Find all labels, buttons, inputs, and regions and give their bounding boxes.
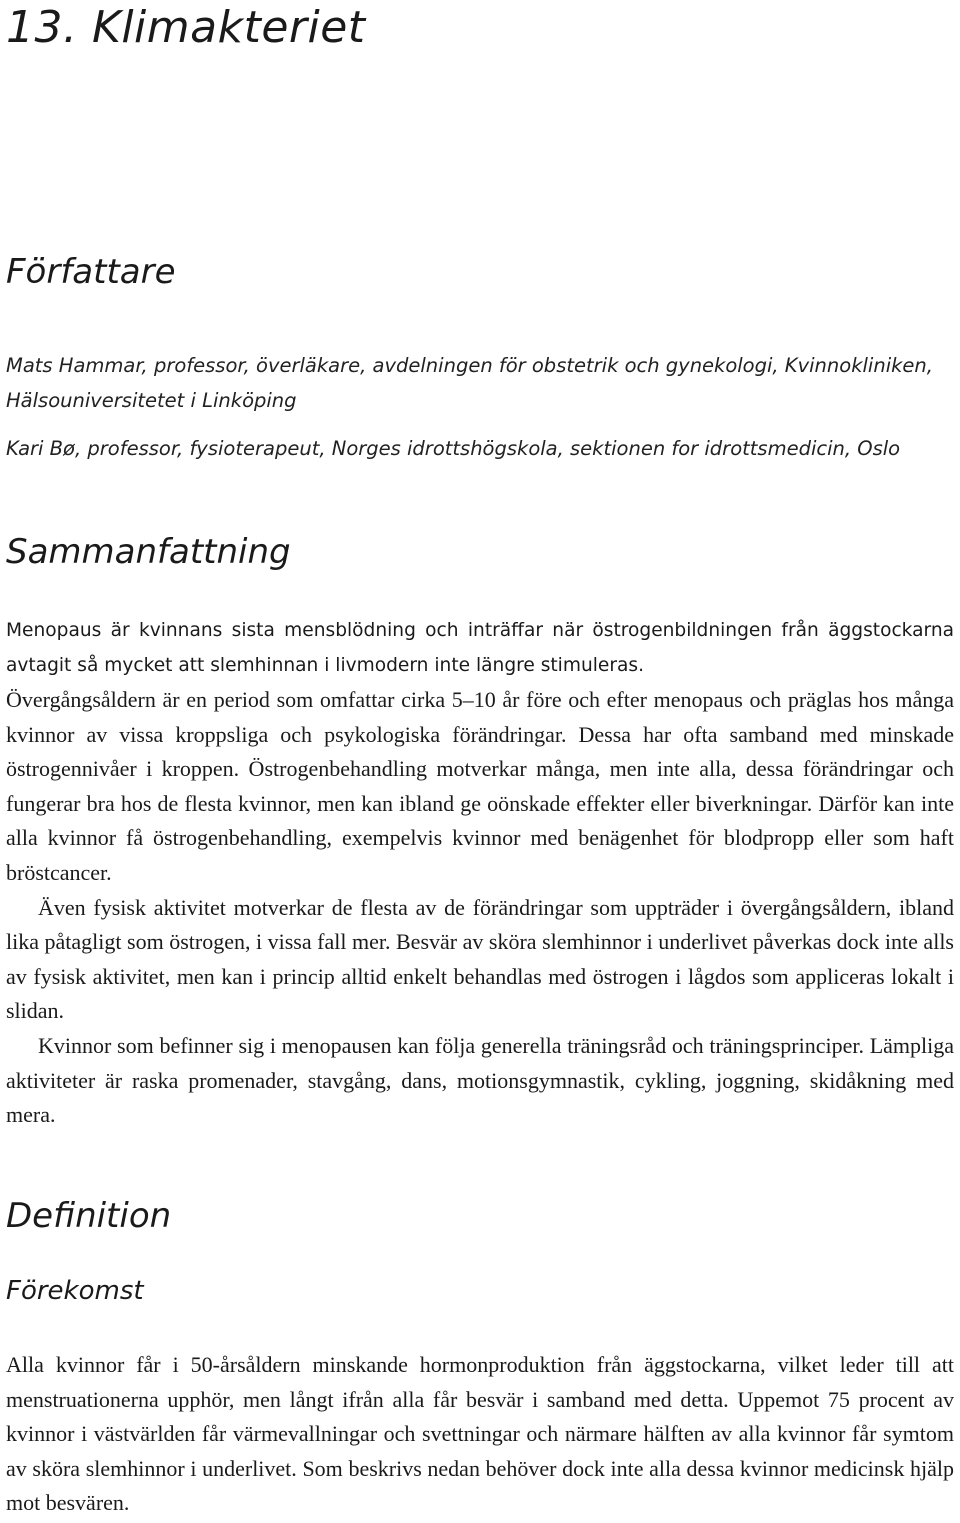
definition-paragraph: Alla kvinnor får i 50-årsåldern minskande hormonproduktion från äggstockarna, vilket leder till att menstruationerna upphör, men långt ifrån alla får besvär i samband med detta. Uppemot 75 procent av kvinnor i västvärlden får värmevallningar och svettningar och närmare hälften av alla kvinnor får symtom av sköra slemhinnor i underlivet. Som beskrivs nedan behöver dock inte alla dessa kvinnor medicinsk hjälp mot besvären. [6, 1352, 954, 1516]
summary-intro-text: Menopaus är kvinnans sista mensblödning och inträffar när östrogenbildningen från äggstockarna avtagit så mycket att slemhinnan i livmodern inte längre stimuleras. [6, 620, 954, 676]
authors-list [6, 348, 954, 479]
summary-body [6, 683, 954, 1133]
summary-heading: Sammanfattning [6, 532, 291, 572]
summary-paragraph-3: Kvinnor som befinner sig i menopausen kan följa generella träningsråd och träningsprinciper. Lämpliga aktiviteter är raska promenader, stavgång, dans, motionsgymnastik, cykling, joggning, skidåkning med mera. [6, 1032, 954, 1128]
chapter-title: 13. Klimakteriet [6, 2, 366, 53]
author-entry: Mats Hammar, professor, överläkare, avdelningen för obstetrik och gynekologi, Kvinnokliniken, Hälsouniversitetet i Linköping [6, 354, 933, 412]
summary-paragraph-2: Även fysisk aktivitet motverkar de flesta av de förändringar som uppträder i övergångsåldern, ibland lika påtagligt som östrogen, i vissa fall mer. Besvär av sköra slemhinnor i underlivet påverkas dock inte alls av fysisk aktivitet, men kan i princip alltid enkelt behandlas med östrogen i lågdos som appliceras lokalt i slidan. [6, 894, 954, 1024]
authors-heading: Författare [6, 252, 176, 292]
summary-paragraph-1: Övergångsåldern är en period som omfattar cirka 5–10 år före och efter menopaus och präglas hos många kvinnor av vissa kroppsliga och psykologiska förändringar. Dessa har ofta samband med minskade östrogennivåer i kroppen. Östrogenbehandling motverkar många, men inte alla, dessa förändringar och fungerar bra hos de flesta kvinnor, men kan ibland ge oönskade effekter eller biverkningar. Därför kan inte alla kvinnor få östrogenbehandling, exempelvis kvinnor med benägenhet för blodpropp eller som haft bröstcancer. [6, 687, 954, 885]
prevalence-subheading: Förekomst [6, 1276, 144, 1306]
author-entry: Kari Bø, professor, fysioterapeut, Norges idrottshögskola, sektionen for idrottsmedicin, Oslo [6, 437, 901, 460]
summary-intro [6, 614, 954, 683]
definition-body [6, 1348, 954, 1521]
definition-heading: Definition [6, 1196, 172, 1236]
